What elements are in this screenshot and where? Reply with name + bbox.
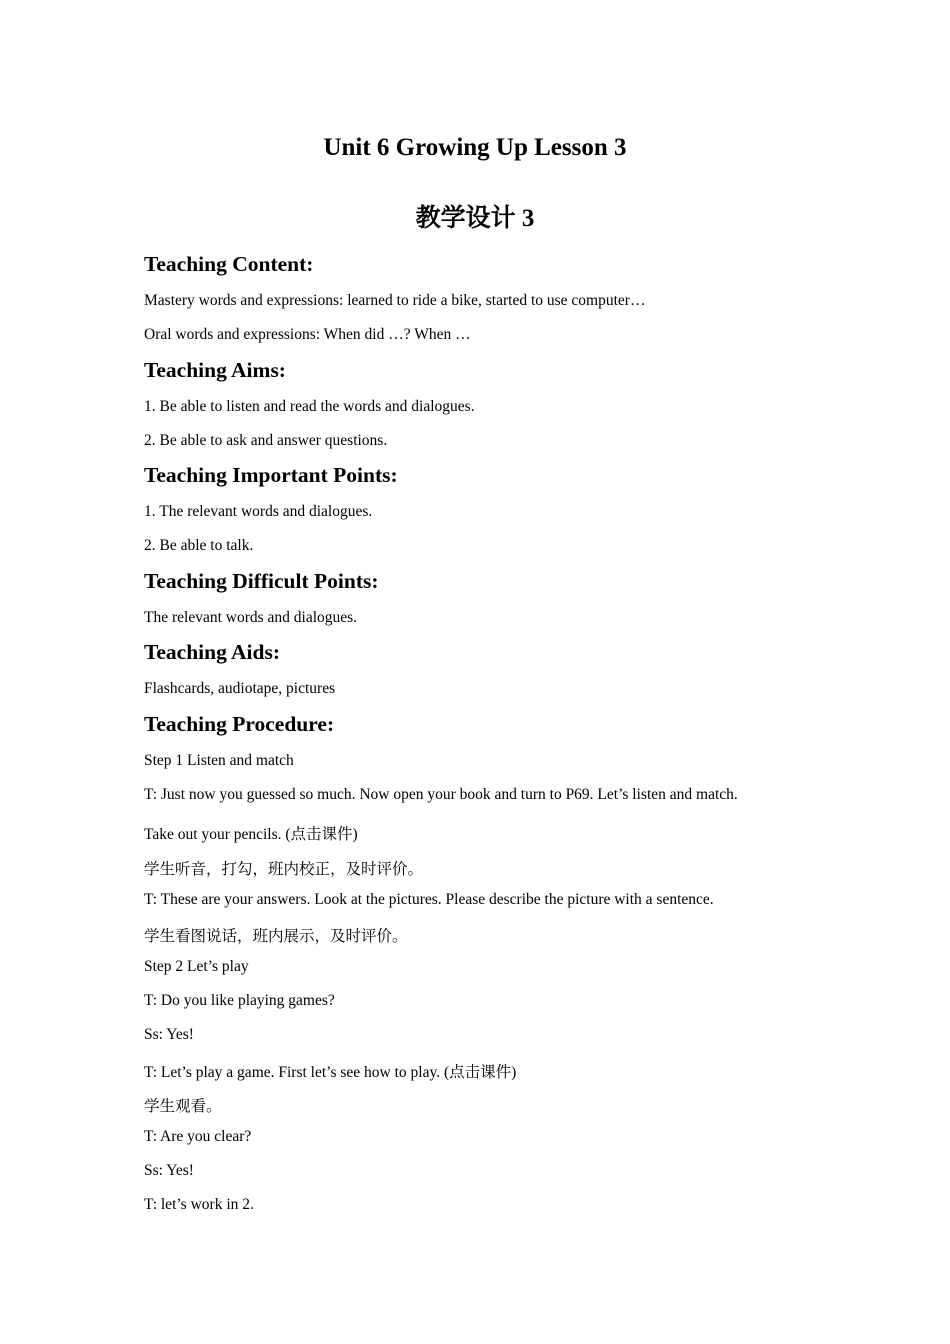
- aims-line-2: 2. Be able to ask and answer questions.: [144, 432, 388, 449]
- procedure-line-8: T: Do you like playing games?: [144, 992, 335, 1009]
- section-heading-content: Teaching Content:: [144, 252, 314, 276]
- procedure-line-3: Take out your pencils. (点击课件): [144, 826, 358, 843]
- procedure-line-11: 学生观看。: [144, 1098, 222, 1115]
- procedure-line-14: T: let’s work in 2.: [144, 1196, 254, 1213]
- procedure-line-10: T: Let’s play a game. First let’s see how to play. (点击课件): [144, 1064, 517, 1081]
- important-points-line-1: 1. The relevant words and dialogues.: [144, 503, 373, 520]
- section-heading-important-points: Teaching Important Points:: [144, 463, 398, 487]
- section-heading-procedure: Teaching Procedure:: [144, 712, 335, 736]
- procedure-line-12: T: Are you clear?: [144, 1128, 252, 1145]
- section-heading-aims: Teaching Aims:: [144, 358, 286, 382]
- procedure-line-1: Step 1 Listen and match: [144, 752, 294, 769]
- document-title: Unit 6 Growing Up Lesson 3: [323, 134, 627, 161]
- procedure-line-7: Step 2 Let’s play: [144, 958, 249, 975]
- important-points-line-2: 2. Be able to talk.: [144, 537, 254, 554]
- section-heading-aids: Teaching Aids:: [144, 640, 281, 664]
- procedure-line-5: T: These are your answers. Look at the pictures. Please describe the picture with a sentence.: [144, 891, 714, 908]
- procedure-line-4: 学生听音，打勾，班内校正，及时评价。: [144, 861, 424, 878]
- aids-line-1: Flashcards, audiotape, pictures: [144, 680, 336, 697]
- aims-line-1: 1. Be able to listen and read the words and dialogues.: [144, 398, 475, 415]
- procedure-line-13: Ss: Yes!: [144, 1162, 194, 1179]
- content-line-2: Oral words and expressions: When did …? When …: [144, 326, 471, 343]
- procedure-line-6: 学生看图说话，班内展示，及时评价。: [144, 928, 408, 945]
- section-heading-difficult-points: Teaching Difficult Points:: [144, 569, 379, 593]
- content-line-1: Mastery words and expressions: learned to ride a bike, started to use computer…: [144, 292, 646, 309]
- difficult-points-line-1: The relevant words and dialogues.: [144, 609, 358, 626]
- procedure-line-9: Ss: Yes!: [144, 1026, 194, 1043]
- document-subtitle: 教学设计 3: [415, 205, 535, 232]
- procedure-line-2: T: Just now you guessed so much. Now open your book and turn to P69. Let’s listen and match.: [144, 786, 738, 803]
